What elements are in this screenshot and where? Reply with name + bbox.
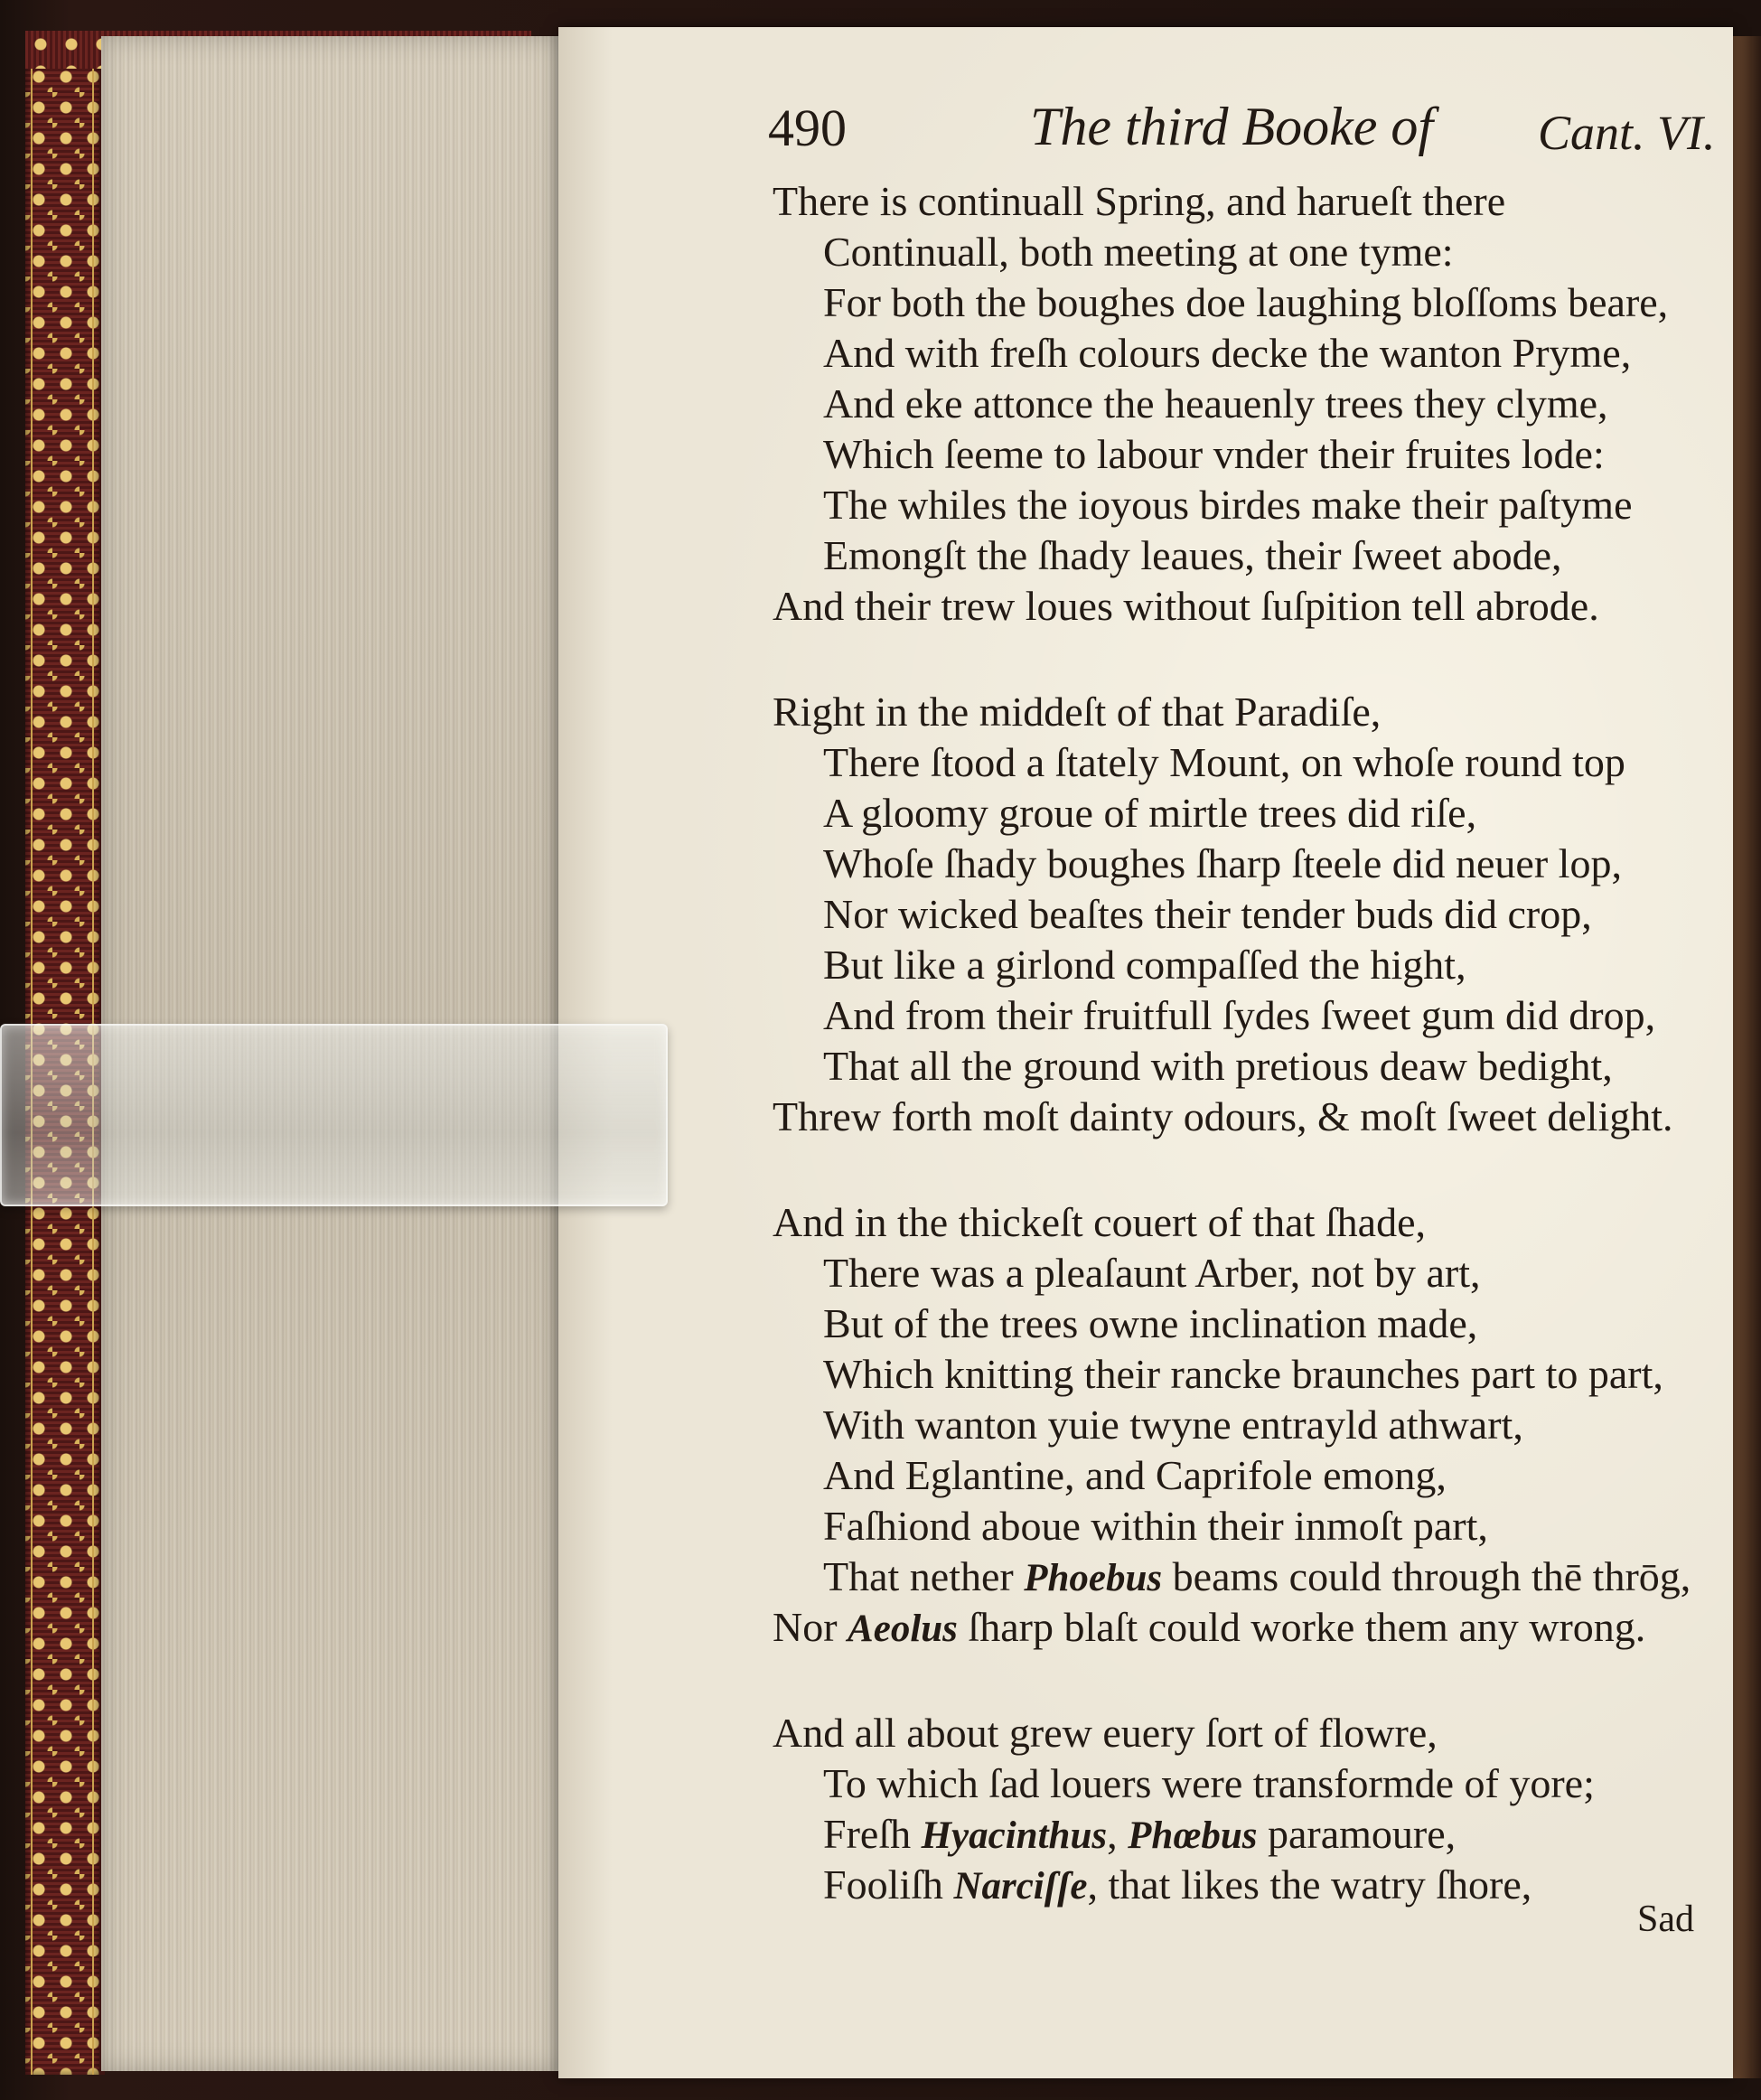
verse-line: A gloomy groue of mirtle trees did riſe, [823, 790, 1477, 836]
verse-text: , [1107, 1811, 1129, 1857]
verse-line: Continuall, both meeting at one tyme: [823, 229, 1454, 275]
verse-line: There is continuall Spring, and harueſt there [773, 178, 1506, 224]
verse-line: With wanton yuie twyne entrayld athwart, [823, 1402, 1523, 1448]
verse-line: And with freſh colours decke the wanton Pryme, [823, 330, 1632, 376]
verse-line: But of the trees owne inclination made, [823, 1300, 1478, 1346]
verse-line [773, 1602, 1645, 1655]
verse-line: And eke attonce the heauenly trees they clyme, [823, 380, 1608, 427]
verse-line: That all the ground with pretious deaw bedight, [823, 1043, 1613, 1089]
verse-line: Emongſt the ſhady leaues, their ſweet abode, [823, 532, 1562, 578]
verse-line: But like a girlond compaſſed the hight, [823, 942, 1466, 988]
running-head [768, 98, 1735, 179]
verse-line [823, 1809, 1456, 1861]
verse-text: Fooliſh [823, 1861, 954, 1908]
verse-line: Which knitting their rancke braunches part to part, [823, 1351, 1663, 1397]
italic-name: Narciſſe [953, 1865, 1088, 1908]
catchword: Sad [1637, 1898, 1694, 1940]
binding-right-edge [1733, 36, 1761, 2078]
verse-line: There ſtood a ſtately Mount, on whoſe round top [823, 739, 1625, 785]
verse-line: There was a pleaſaunt Arber, not by art, [823, 1250, 1481, 1296]
verse-line: Which ſeeme to labour vnder their fruites lode: [823, 431, 1605, 477]
verse-line: Right in the middeſt of that Paradiſe, [773, 689, 1382, 735]
canto-number: Cant. VI. [1538, 106, 1716, 160]
verse-line: Faſhiond aboue within their inmoſt part, [823, 1503, 1488, 1549]
verse-line: And in the thickeſt couert of that ſhade, [773, 1199, 1426, 1245]
verse-line [823, 1552, 1691, 1604]
italic-name: Hyacinthus [921, 1814, 1108, 1857]
verse-line: And from their fruitfull ſydes ſweet gum did drop, [823, 992, 1656, 1038]
verse-line: For both the boughes doe laughing bloſſoms beare, [823, 279, 1669, 325]
verse-text: beams could through thē thrōg, [1162, 1553, 1691, 1599]
italic-name: Aeolus [848, 1608, 958, 1650]
italic-name: Phoebus [1024, 1557, 1163, 1599]
verse-line: Whoſe ſhady boughes ſharp ſteele did neuer lop, [823, 840, 1622, 886]
verse-line: And Eglantine, and Caprifole emong, [823, 1452, 1447, 1498]
verse-line: The whiles the ioyous birdes make their paſtyme [823, 482, 1633, 528]
verse-text: That nether [823, 1553, 1025, 1599]
verse-text: Freſh [823, 1811, 922, 1857]
page-number: 490 [768, 98, 847, 157]
verse-line [823, 1860, 1532, 1912]
verse-text: ſharp blaſt could worke them any wrong. [957, 1604, 1646, 1650]
verse-text: paramoure, [1257, 1811, 1457, 1857]
verse-text: , that likes the watry ſhore, [1087, 1861, 1532, 1908]
verse-text: Nor [773, 1604, 848, 1650]
verse-line: To which ſad louers were transformde of yore; [823, 1760, 1595, 1806]
running-title: The third Booke of [1030, 97, 1434, 156]
verse-line: Threw forth moſt dainty odours, & moſt ſweet delight. [773, 1093, 1673, 1139]
verse-line: Nor wicked beaſtes their tender buds did crop, [823, 891, 1592, 937]
verse-line: And their trew loues without ſuſpition tell abrode. [773, 583, 1599, 629]
verse-line: And all about grew euery ſort of flowre, [773, 1710, 1438, 1756]
italic-name: Phœbus [1128, 1814, 1258, 1857]
page-holder-weight [0, 1024, 668, 1206]
